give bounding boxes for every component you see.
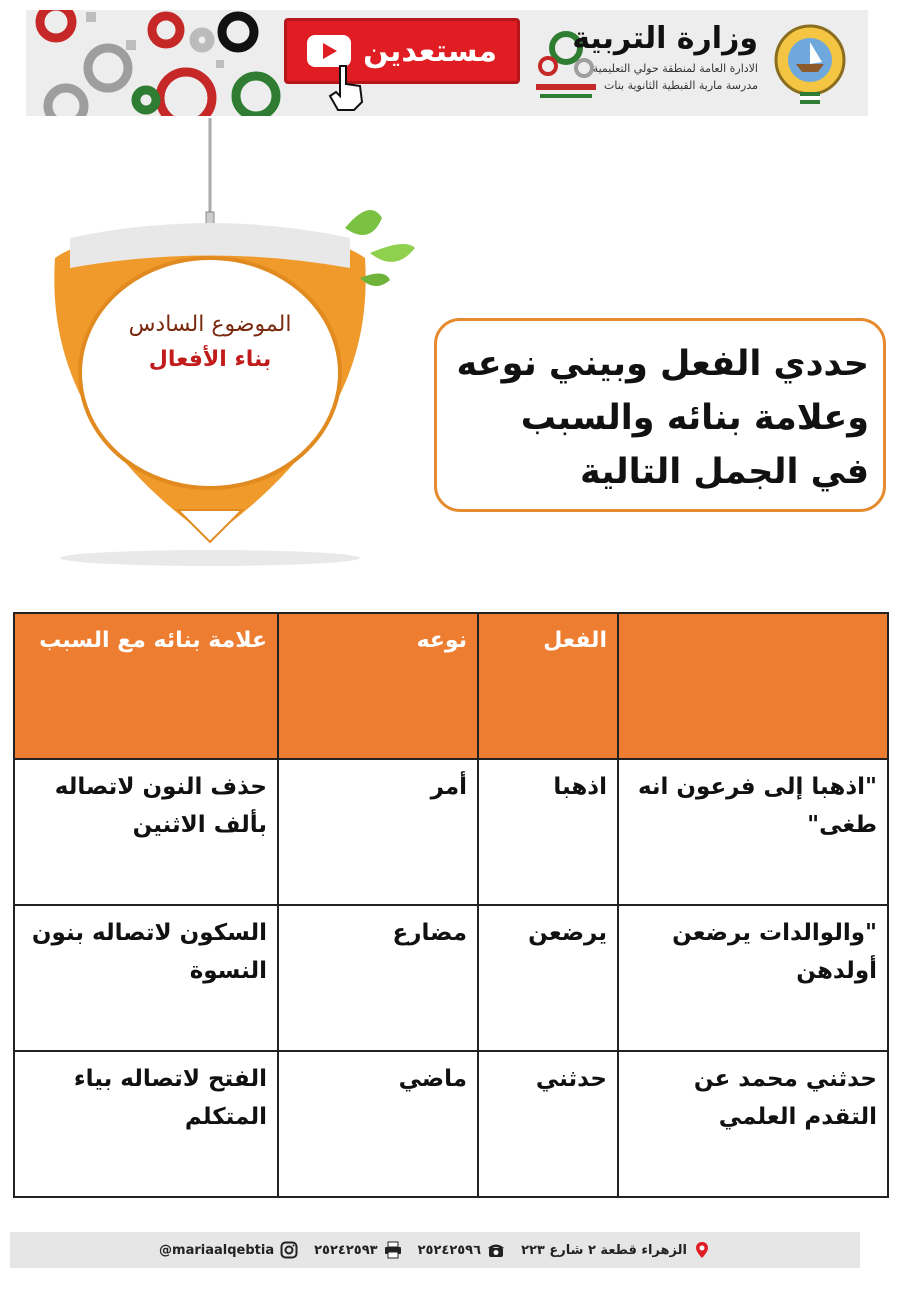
school-name: مدرسة مارية القبطية الثانوية بنات <box>604 79 758 92</box>
address-text: الزهراء قطعة ٢ شارع ٢٢٣ <box>521 1242 687 1258</box>
gears-decoration-icon <box>26 10 286 116</box>
header-sentence <box>618 613 888 759</box>
table-header-row <box>14 613 888 759</box>
verb-cell: يرضعن <box>478 905 618 1051</box>
phone-text: ٢٥٢٤٢٥٩٦ <box>417 1242 482 1258</box>
sentence-cell: "اذهبا إلى فرعون انه طغى" <box>618 759 888 905</box>
verb-cell: اذهبا <box>478 759 618 905</box>
ministry-directorate: الادارة العامة لمنطقة حولي التعليمية <box>592 62 758 75</box>
mark-reason-cell: الفتح لاتصاله بياء المتكلم <box>14 1051 278 1197</box>
printer-icon <box>384 1241 402 1259</box>
badge-text <box>60 308 360 378</box>
sentence-cell: "والوالدات يرضعن أولدهن <box>618 905 888 1051</box>
footer-instagram <box>159 1241 298 1259</box>
mark-reason-cell: السكون لاتصاله بنون النسوة <box>14 905 278 1051</box>
fax-text: ٢٥٢٤٢٥٩٣ <box>314 1242 378 1258</box>
topic-title: بناء الأفعال <box>148 347 272 372</box>
table-row <box>14 759 888 905</box>
table-row <box>14 905 888 1051</box>
footer-phone <box>418 1241 505 1259</box>
footer-address <box>521 1241 711 1259</box>
instagram-handle: @mariaalqebtia <box>159 1242 275 1258</box>
phone-icon <box>487 1241 505 1259</box>
pointer-hand-icon <box>326 62 366 112</box>
kuwait-emblem-icon <box>772 18 848 108</box>
footer-fax <box>314 1241 401 1259</box>
header-mark-reason: علامة بنائه مع السبب <box>14 613 278 759</box>
location-pin-icon <box>693 1241 711 1259</box>
sentence-cell: حدثني محمد عن التقدم العلمي <box>618 1051 888 1197</box>
verbs-table <box>13 612 889 1198</box>
instagram-icon <box>280 1241 298 1259</box>
table-row <box>14 1051 888 1197</box>
question-box: حددي الفعل وبيني نوعه وعلامة بنائه والسبب في الجمل التالية <box>434 318 886 512</box>
type-cell: أمر <box>278 759 478 905</box>
youtube-label: مستعدين <box>363 33 497 69</box>
type-cell: ماضي <box>278 1051 478 1197</box>
verb-cell: حدثني <box>478 1051 618 1197</box>
mark-reason-cell: حذف النون لاتصاله بألف الاثنين <box>14 759 278 905</box>
ministry-block <box>458 22 758 94</box>
header-verb: الفعل <box>478 613 618 759</box>
type-cell: مضارع <box>278 905 478 1051</box>
header-banner <box>26 10 868 116</box>
topic-number: الموضوع السادس <box>128 312 292 337</box>
header-type: نوعه <box>278 613 478 759</box>
footer-contact-bar <box>10 1232 860 1268</box>
ministry-name: وزارة التربية <box>572 21 758 56</box>
